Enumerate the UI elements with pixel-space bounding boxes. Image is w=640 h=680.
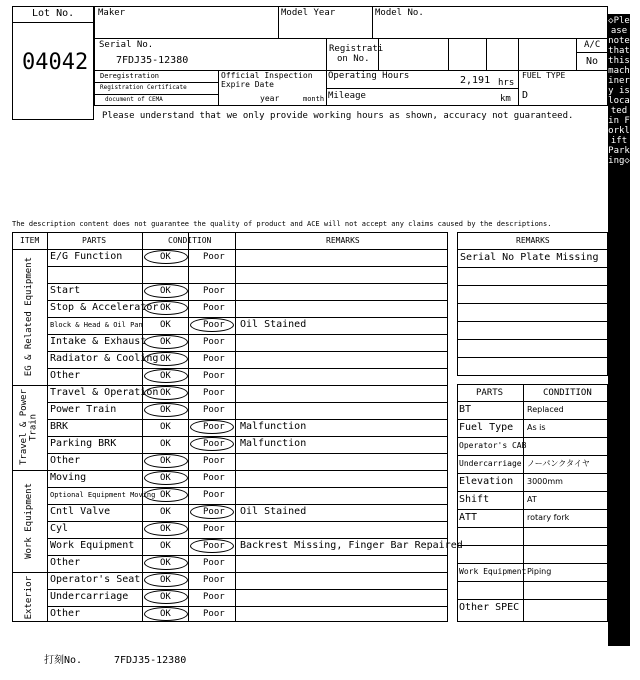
poor-option: Poor [203,490,225,500]
ok-circle-mark [144,471,188,485]
remark-text: Oil Stained [240,319,307,330]
spec-value: AT [527,495,537,504]
part-name: Radiator & Cooling [50,353,159,364]
item-header: ITEM [20,236,40,245]
poor-option: Poor [203,592,225,602]
part-name: Stop & Accelerator [50,302,159,313]
poor-option: Poor [203,558,225,568]
ok-circle-mark [144,301,188,315]
part-name: Work Equipment [50,540,135,551]
group-label: Work Equipment [23,483,34,559]
location-note-text: ◇Please note that this machinery is located in Forklift Parking◇ [608,16,630,166]
ok-option: OK [160,456,171,466]
ok-circle-mark [144,573,188,587]
ok-circle-mark [144,335,188,349]
fuel-type-label: FUEL TYPE [522,71,566,80]
group-label-cell [12,249,47,385]
poor-circle-mark [190,505,234,519]
ok-circle-mark [144,556,188,570]
part-name: Other [50,455,81,466]
year-label: year [260,94,280,103]
spec-parts-header: PARTS [476,388,504,398]
part-name: BRK [50,421,69,432]
spec-part: Shift [459,494,490,505]
spec-value: rotary fork [527,513,570,522]
spec-value: ノーパンクタイヤ [527,459,590,468]
disclaimer: The description content does not guarantee the quality of product and ACE will not accept any claims caused by the descriptions. [12,220,552,228]
poor-option: Poor [203,473,225,483]
ok-option: OK [160,507,171,517]
ok-option: OK [160,439,171,449]
remarks-header: REMARKS [326,236,360,245]
ok-circle-mark [144,250,188,264]
model-year-label: Model Year [281,8,336,18]
ok-option: OK [160,354,171,364]
part-name: Other [50,370,81,381]
part-name: Power Train [50,404,117,415]
part-name: Moving [50,472,87,483]
spec-part: Operator's CAB [459,441,527,450]
ok-option: OK [160,371,171,381]
km-label: km [500,94,511,104]
ok-circle-mark [144,403,188,417]
registration-label: Registrati [329,44,384,54]
spec-part: Elevation [459,476,514,487]
ok-circle-mark [144,369,188,383]
spec-part: ATT [459,512,478,523]
poor-option: Poor [203,575,225,585]
remark-line: Serial No Plate Missing [460,252,599,263]
group-label-cell [12,572,47,623]
poor-option: Poor [203,405,225,415]
part-name: Undercarriage [50,591,129,602]
ok-circle-mark [144,352,188,366]
remarks-panel-header: REMARKS [516,236,550,245]
ok-option: OK [160,388,171,398]
parts-header: PARTS [82,236,107,245]
group-label: Travel & Power Train [19,389,39,466]
ok-option: OK [160,490,171,500]
part-name: Operator's Seat [50,574,141,585]
deregistration-label: Deregistration [100,72,160,80]
part-name: Optional Equipment Moving [50,491,156,499]
fuel-type-value: D [522,90,529,101]
spec-value: Piping [527,567,552,576]
location-note-banner [608,14,630,646]
stamp-no-value: 7FDJ35-12380 [114,655,187,666]
ok-option: OK [160,592,171,602]
poor-option: Poor [203,388,225,398]
poor-circle-mark [190,539,234,553]
spec-value: As is [527,423,546,432]
poor-option: Poor [203,456,225,466]
ok-circle-mark [144,522,188,536]
poor-circle-mark [190,437,234,451]
poor-option: Poor [203,354,225,364]
month-label: month [303,95,325,103]
remark-text: Malfunction [240,438,307,449]
ok-option: OK [160,541,171,551]
poor-circle-mark [190,420,234,434]
serial-label: Serial No. [99,40,154,50]
ok-option: OK [160,575,171,585]
accuracy-notice: Please understand that we only provide working hours as shown, accuracy not guaranteed. [102,111,574,121]
model-no-label: Model No. [375,8,424,18]
ok-circle-mark [144,590,188,604]
operating-hours-value: 2,191 [460,75,491,86]
group-label-cell [12,385,47,470]
ac-value: No [586,56,599,67]
registration-certificate-label: Registration Certificate [100,84,187,91]
ok-option: OK [160,320,171,330]
inspection-label: Official Inspection [221,71,313,80]
cema-document-label: document of CEMA [105,96,163,103]
lot-number: 04042 [22,50,89,75]
poor-option: Poor [203,371,225,381]
ok-option: OK [160,252,171,262]
ok-option: OK [160,524,171,534]
ok-option: OK [160,473,171,483]
spec-condition-header: CONDITION [543,388,592,398]
spec-part: Other SPEC [459,602,520,613]
mileage-label: Mileage [328,91,366,101]
lot-label: Lot No. [32,8,75,19]
ok-option: OK [160,303,171,313]
ok-option: OK [160,422,171,432]
part-name: Start [50,285,81,296]
part-name: Intake & Exhaust [50,336,147,347]
part-name: Cyl [50,523,69,534]
part-name: Other [50,557,81,568]
ok-option: OK [160,558,171,568]
poor-option: Poor [203,252,225,262]
ok-option: OK [160,337,171,347]
remark-text: Backrest Missing, Finger Bar Repaired [240,540,463,551]
group-label: Exterior [23,575,34,620]
hrs-label: hrs [498,78,515,88]
part-name: Other [50,608,81,619]
condition-header: CONDITION [168,236,212,245]
poor-option: Poor [203,541,225,551]
poor-option: Poor [203,303,225,313]
ok-circle-mark [144,284,188,298]
stamp-no-label: 打刻No. [44,655,83,666]
ok-option: OK [160,405,171,415]
part-name: Parking BRK [50,438,117,449]
ok-circle-mark [144,386,188,400]
ok-circle-mark [144,454,188,468]
poor-option: Poor [203,320,225,330]
poor-circle-mark [190,318,234,332]
remark-text: Malfunction [240,421,307,432]
spec-value: Replaced [527,405,564,414]
inspection-label-2: Expire Date [221,80,274,89]
poor-option: Poor [203,286,225,296]
group-label-cell [12,470,47,572]
poor-option: Poor [203,609,225,619]
part-name: Block & Head & Oil Pan [50,321,143,329]
poor-option: Poor [203,337,225,347]
remark-text: Oil Stained [240,506,307,517]
part-name: Cntl Valve [50,506,111,517]
group-label: EG & Related Equipment [23,257,34,377]
ac-label: A/C [584,40,601,50]
spec-part: Fuel Type [459,422,514,433]
poor-option: Poor [203,439,225,449]
spec-part: Undercarriage [459,459,522,468]
spec-part: Work Equipment [459,567,527,576]
maker-label: Maker [98,8,126,18]
spec-value: 3000mm [527,477,563,486]
ok-circle-mark [144,488,188,502]
ok-option: OK [160,286,171,296]
ok-circle-mark [144,607,188,621]
poor-option: Poor [203,422,225,432]
operating-hours-label: Operating Hours [328,71,410,81]
poor-option: Poor [203,524,225,534]
registration-label-2: on No. [337,54,370,64]
part-name: E/G Function [50,251,123,262]
ok-option: OK [160,609,171,619]
poor-option: Poor [203,507,225,517]
serial-value: 7FDJ35-12380 [116,55,189,66]
part-name: Travel & Operation [50,387,159,398]
spec-part: BT [459,404,472,415]
